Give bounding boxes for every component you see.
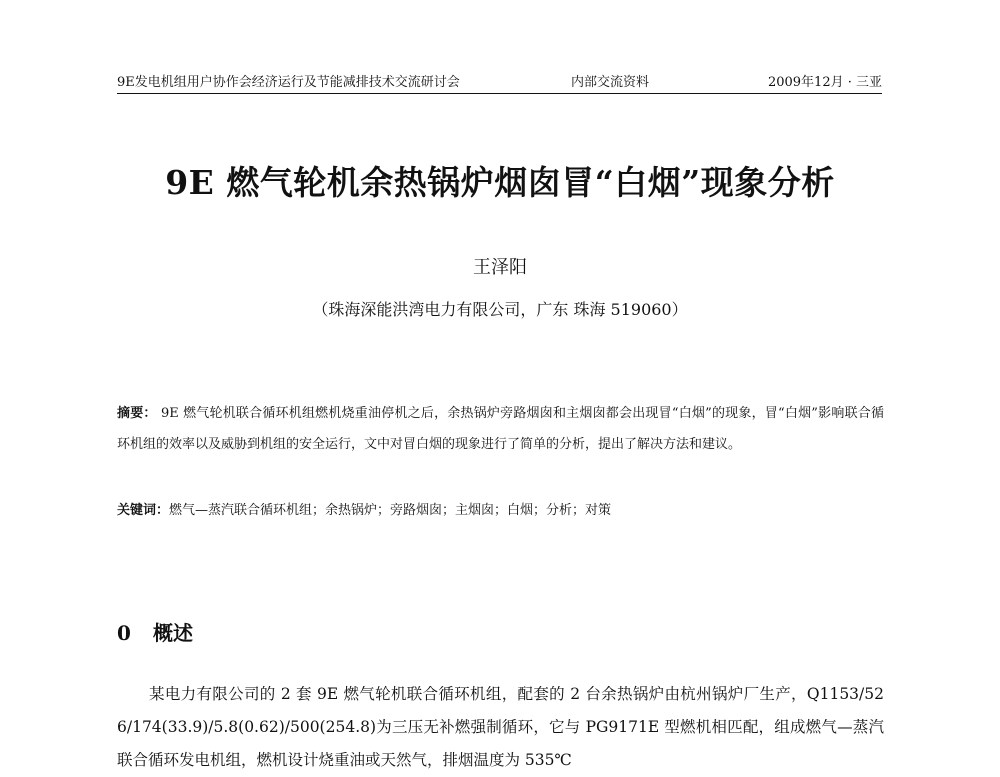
author-affiliation: （珠海深能洪湾电力有限公司，广东 珠海 519060）	[312, 300, 688, 319]
section-heading	[117, 619, 193, 647]
running-header	[117, 73, 882, 94]
author-name: 王泽阳	[473, 257, 527, 278]
section-title: 概述	[153, 621, 193, 645]
abstract-text: 9E 燃气轮机联合循环机组燃机烧重油停机之后，余热锅炉旁路烟囱和主烟囱都会出现冒“白烟”的现象，冒“白烟”影响联合循环机组的效率以及威胁到机组的安全运行，文中对冒白烟的现象进行了简单的分析，提出了解决方法和建议。	[117, 406, 884, 452]
keywords-label: 关键词：	[117, 503, 170, 518]
abstract	[117, 398, 884, 460]
section-number: 0	[117, 621, 131, 645]
keywords	[117, 497, 884, 525]
body-paragraph: 某电力有限公司的 2 套 9E 燃气轮机联合循环机组，配套的 2 台余热锅炉由杭州锅炉厂生产，Q1153/526/174(33.9)/5.8(0.62)/500(254.8)为三压无补燃强制循环，它与 PG9171E 型燃机相匹配，组成燃气—蒸汽联合循环发电机组，燃机设计烧重油或天然气，排烟温度为 535℃	[117, 685, 884, 769]
header-document-type: 内部交流资料	[571, 75, 650, 90]
abstract-label: 摘要：	[117, 406, 157, 421]
keywords-text: 燃气—蒸汽联合循环机组；余热锅炉；旁路烟囱；主烟囱；白烟；分析；对策	[169, 503, 612, 518]
paper-title: 9E 燃气轮机余热锅炉烟囱冒“白烟”现象分析	[165, 163, 835, 202]
header-conference: 9E发电机组用户协作会经济运行及节能减排技术交流研讨会	[117, 75, 460, 90]
header-date-location: 2009年12月 · 三亚	[767, 75, 882, 90]
